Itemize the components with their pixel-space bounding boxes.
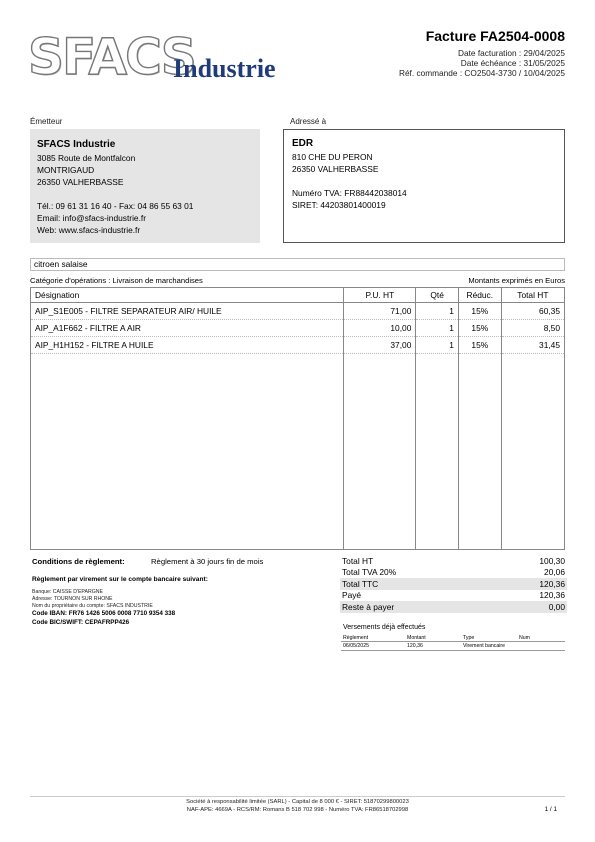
row-unit-price: 37,00 (344, 337, 416, 354)
payment-conditions-label: Conditions de règlement: (32, 557, 125, 566)
row-designation: AIP_S1E005 - FILTRE SEPARATEUR AIR/ HUILE (31, 303, 344, 320)
emitter-postcode-city: 26350 VALHERBASSE (37, 177, 124, 187)
due-date: Date échéance : 31/05/2025 (460, 58, 565, 68)
payments-col-num: Num (517, 634, 565, 642)
payment-num (517, 642, 565, 651)
recipient-address: 810 CHE DU PERON (292, 152, 373, 162)
row-total: 8,50 (501, 320, 564, 337)
order-reference: Réf. commande : CO2504-3730 / 10/04/2025 (398, 68, 565, 78)
emitter-website: Web: www.sfacs-industrie.fr (37, 225, 141, 235)
total-ht-row (340, 555, 567, 567)
total-ttc-row (340, 578, 567, 590)
bank-transfer-title: Règlement par virement sur le compte bancaire suivant: (32, 576, 208, 583)
currency-note: Montants exprimés en Euros (468, 276, 565, 285)
payment-conditions-value: Règlement à 30 jours fin de mois (151, 557, 264, 566)
total-label: Reste à payer (340, 601, 490, 613)
bank-account-owner: Nom du propriétaire du compte: SFACS INDUSTRIE (32, 603, 153, 609)
row-designation: AIP_H1H152 - FILTRE A HUILE (31, 337, 344, 354)
table-row (31, 320, 565, 337)
total-paid-row (340, 590, 567, 602)
total-value: 0,00 (490, 601, 567, 613)
recipient-vat: Numéro TVA: FR88442038014 (292, 188, 407, 198)
emitter-label: Émetteur (30, 117, 63, 126)
col-total: Total HT (501, 288, 564, 303)
total-value: 20,06 (544, 567, 565, 578)
operation-category: Catégorie d'opérations : Livraison de marchandises (30, 276, 203, 285)
row-qty: 1 (416, 337, 459, 354)
page-number: 1 / 1 (544, 806, 557, 813)
payments-title: Versements déjà effectués (343, 624, 426, 631)
payments-col-date: Règlement (341, 634, 405, 642)
recipient-box (283, 129, 565, 243)
recipient-label: Adressé à (290, 117, 327, 126)
bank-iban: Code IBAN: FR76 1426 5006 0008 7710 9354 338 (32, 610, 176, 617)
total-label: Total TTC (340, 578, 490, 590)
footer-legal-line1: Société à responsabilité limitée (SARL) - Capital de 8 000 € - SIRET: 51870299800023 (186, 799, 409, 805)
row-total: 31,45 (501, 337, 564, 354)
total-value: 120,36 (539, 590, 565, 601)
table-header-row (31, 288, 565, 303)
emitter-box (30, 129, 260, 243)
col-discount: Réduc. (458, 288, 501, 303)
company-logo (28, 30, 288, 86)
col-designation: Désignation (31, 288, 344, 303)
emitter-email: Email: info@sfacs-industrie.fr (37, 213, 147, 223)
payments-col-amount: Montant (405, 634, 461, 642)
table-row (31, 303, 565, 320)
recipient-siret: SIRET: 44203801400019 (292, 200, 386, 210)
emitter-phone: Tél.: 09 61 31 16 40 - Fax: 04 86 55 63 01 (37, 201, 194, 211)
row-discount: 15% (458, 337, 501, 354)
total-value: 120,36 (490, 578, 567, 590)
total-value: 100,30 (539, 555, 565, 566)
invoice-lines-table (30, 287, 565, 550)
row-qty: 1 (416, 303, 459, 320)
total-label: Total HT (342, 555, 374, 566)
bank-address: Adresse: TOURNON SUR RHONE (32, 596, 113, 602)
emitter-city: MONTRIGAUD (37, 165, 95, 175)
payments-table (341, 634, 565, 651)
invoice-title: Facture FA2504-0008 (425, 28, 565, 44)
bank-name: Banque: CAISSE D'EPARGNE (32, 589, 103, 595)
row-designation: AIP_A1F662 - FILTRE A AIR (31, 320, 344, 337)
table-row (31, 337, 565, 354)
bank-bic: Code BIC/SWIFT: CEPAFRPP426 (32, 619, 130, 626)
row-unit-price: 10,00 (344, 320, 416, 337)
total-label: Payé (342, 590, 362, 601)
col-unit-price: P.U. HT (344, 288, 416, 303)
total-vat-row (340, 567, 567, 579)
logo-mark: SFACS (28, 28, 195, 86)
row-qty: 1 (416, 320, 459, 337)
row-total: 60,35 (501, 303, 564, 320)
total-remaining-row (340, 601, 567, 613)
row-unit-price: 71,00 (344, 303, 416, 320)
payment-date: 06/05/2025 (341, 642, 405, 651)
footer-legal-line2: NAF-APE: 4669A - RCS/RM: Romans B 518 702 998 - Numéro TVA: FR86518702998 (186, 807, 409, 813)
row-discount: 15% (458, 303, 501, 320)
totals-table (340, 555, 567, 613)
payment-type: Virement bancaire (461, 642, 517, 651)
invoice-subject: citroen salaise (30, 258, 565, 271)
payment-row (341, 642, 565, 651)
row-discount: 15% (458, 320, 501, 337)
payments-header-row (341, 634, 565, 642)
invoice-date: Date facturation : 29/04/2025 (457, 48, 565, 58)
recipient-city: 26350 VALHERBASSE (292, 164, 379, 174)
payment-amount: 120,36 (405, 642, 461, 651)
total-label: Total TVA 20% (342, 567, 397, 578)
emitter-name: SFACS Industrie (37, 139, 116, 150)
payments-col-type: Type (461, 634, 517, 642)
table-filler-row (31, 354, 565, 550)
logo-suffix: Industrie (173, 54, 276, 83)
emitter-address: 3085 Route de Montfalcon (37, 153, 136, 163)
footer-divider (30, 796, 565, 797)
recipient-name: EDR (292, 138, 314, 149)
col-qty: Qté (416, 288, 459, 303)
